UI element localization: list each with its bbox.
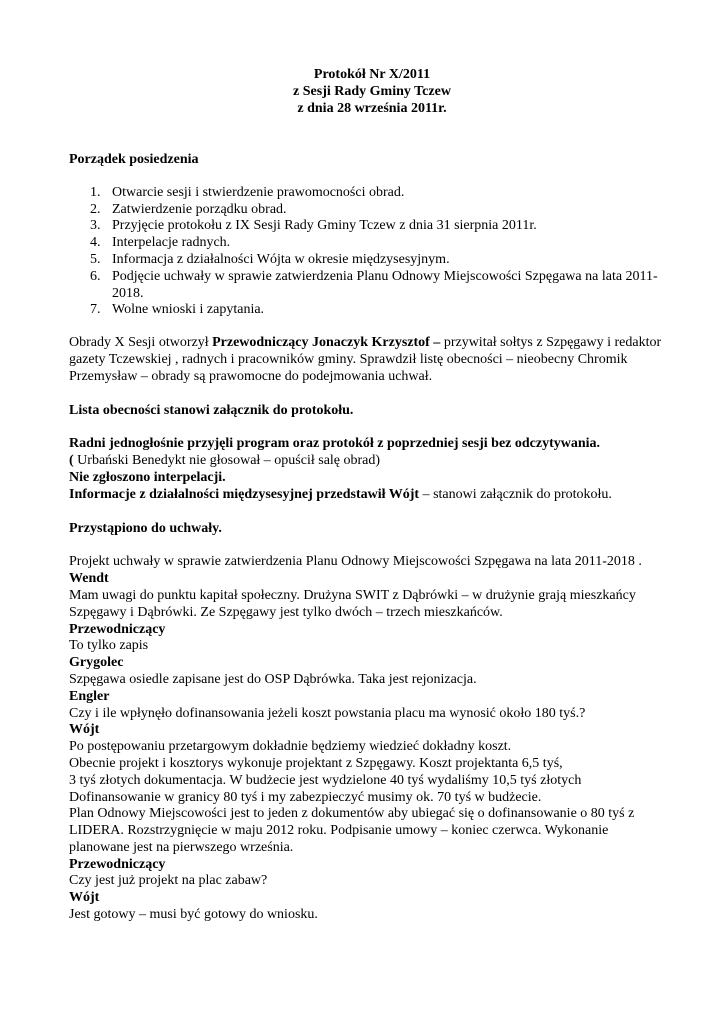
mayor-info-bold: Informacje z działalności międzysesyjnej przedstawił Wójt	[69, 486, 420, 502]
speaker-statement: Mam uwagi do punktu kapitał społeczny. Drużyna SWIT z Dąbrówki – w drużynie grają mieszkańcy Szpęgawy i Dąbrówki. Ze Szpęgawy jest tylko dwóch – trzech mieszkańców.	[69, 587, 636, 620]
speaker-statement: Czy jest już projekt na plac zabaw?	[69, 873, 268, 889]
opening-paragraph	[69, 335, 669, 385]
agenda-item-number: 3.	[90, 218, 101, 234]
agenda-item-text: Zatwierdzenie porządku obrad.	[112, 201, 287, 217]
chairman-name: Przewodniczący Jonaczyk Krzysztof –	[212, 335, 441, 351]
agenda-item	[69, 202, 669, 219]
agenda-item-number: 1.	[90, 184, 101, 200]
agenda-item-text: Otwarcie sesji i stwierdzenie prawomocności obrad.	[112, 184, 405, 200]
agenda-item-text: Wolne wnioski i zapytania.	[112, 302, 265, 318]
agenda-item-number: 5.	[90, 251, 101, 267]
speaker-name: Grygolec	[69, 655, 124, 671]
speaker-name: Przewodniczący	[69, 856, 166, 872]
program-approval: Radni jednogłośnie przyjęli program oraz protokół z poprzedniej sesji bez odczytywania.	[69, 436, 601, 452]
document-header	[0, 66, 724, 117]
agenda-item	[69, 252, 669, 269]
speaker-statement: 3 tyś złotych dokumentacja. W budżecie jest wydzielone 40 tyś wydaliśmy 10,5 tyś złotych	[69, 772, 582, 788]
opening-text: Obrady X Sesji otworzył	[69, 335, 213, 351]
agenda-item-number: 2.	[90, 201, 101, 217]
speaker-statement: To tylko zapis	[69, 638, 149, 654]
speaker-statement: Po postępowaniu przetargowym dokładnie będziemy wiedzieć dokładny koszt.	[69, 739, 512, 755]
speaker-statement: Plan Odnowy Miejscowości jest to jeden z dokumentów aby ubiegać się o dofinansowanie o 80 tyś z LIDERA. Rozstrzygnięcie w maju 2012 roku. Podpisanie umowy – koniec czerwca. Wykonanie planowane jest na pierwszego września.	[69, 806, 635, 855]
abstention-note	[69, 453, 669, 470]
mayor-info-rest: – stanowi załącznik do protokołu.	[419, 486, 612, 502]
agenda-item	[69, 235, 669, 252]
speaker-statement: Jest gotowy – musi być gotowy do wniosku.	[69, 907, 318, 923]
mayor-info	[69, 487, 669, 504]
session-name: z Sesji Rady Gminy Tczew	[293, 84, 451, 99]
agenda-item	[69, 269, 669, 303]
agenda-item	[69, 302, 669, 319]
agenda-item-text: Interpelacje radnych.	[112, 235, 231, 251]
speaker-name: Przewodniczący	[69, 621, 166, 637]
speaker-name: Wendt	[69, 571, 109, 587]
agenda-item-number: 6.	[90, 268, 101, 284]
agenda-title: Porządek posiedzenia	[69, 152, 199, 167]
abstention-text: Urbański Benedykt nie głosował – opuścił salę obrad)	[77, 453, 381, 469]
speaker-name: Wójt	[69, 890, 100, 906]
session-date: z dnia 28 września 2011r.	[297, 101, 447, 116]
agenda-item-number: 7.	[90, 302, 101, 318]
agenda-item	[69, 218, 669, 235]
opening-text-rest: przywitał sołtys z Szpęgawy i redaktor gazety Tczewskiej , radnych i pracowników gminy. Sprawdził listę obecności – nieobecny Chromik Przemysław – obrady są prawomocne do podejmowania uchwał.	[69, 335, 662, 384]
project-text: Projekt uchwały w sprawie zatwierdzenia Planu Odnowy Miejscowości Szpęgawa na lata 2011-2018 .	[69, 554, 642, 570]
paren-open: (	[69, 453, 78, 469]
no-interpellations: Nie zgłoszono interpelacji.	[69, 469, 226, 485]
speaker-statement: Dofinansowanie w granicy 80 tyś i my zabezpieczyć musimy ok. 70 tyś w budżecie.	[69, 789, 542, 805]
resolution-heading: Przystąpiono do uchwały.	[69, 520, 222, 536]
protocol-number: Protokół Nr X/2011	[313, 67, 431, 82]
agenda-item-number: 4.	[90, 235, 101, 251]
speaker-statement: Obecnie projekt i kosztorys wykonuje projektant z Szpęgawy. Koszt projektanta 6,5 tyś,	[69, 755, 563, 771]
speaker-name: Wójt	[69, 722, 100, 738]
speaker-statement: Czy i ile wpłynęło dofinansowania jeżeli koszt powstania placu ma wynosić około 180 tyś.?	[69, 705, 586, 721]
agenda-item	[69, 185, 669, 202]
attendance-note: Lista obecności stanowi załącznik do protokołu.	[69, 402, 354, 418]
agenda-list	[69, 185, 669, 319]
agenda-item-text: Informacja z działalności Wójta w okresie międzysesyjnym.	[112, 251, 450, 267]
document-body	[69, 152, 669, 924]
speaker-statement: Szpęgawa osiedle zapisane jest do OSP Dąbrówka. Taka jest rejonizacja.	[69, 671, 477, 687]
agenda-item-text: Podjęcie uchwały w sprawie zatwierdzenia Planu Odnowy Miejscowości Szpęgawa na lata 2011-2018.	[112, 268, 658, 301]
speaker-name: Engler	[69, 688, 110, 704]
agenda-item-text: Przyjęcie protokołu z IX Sesji Rady Gminy Tczew z dnia 31 sierpnia 2011r.	[112, 218, 537, 234]
